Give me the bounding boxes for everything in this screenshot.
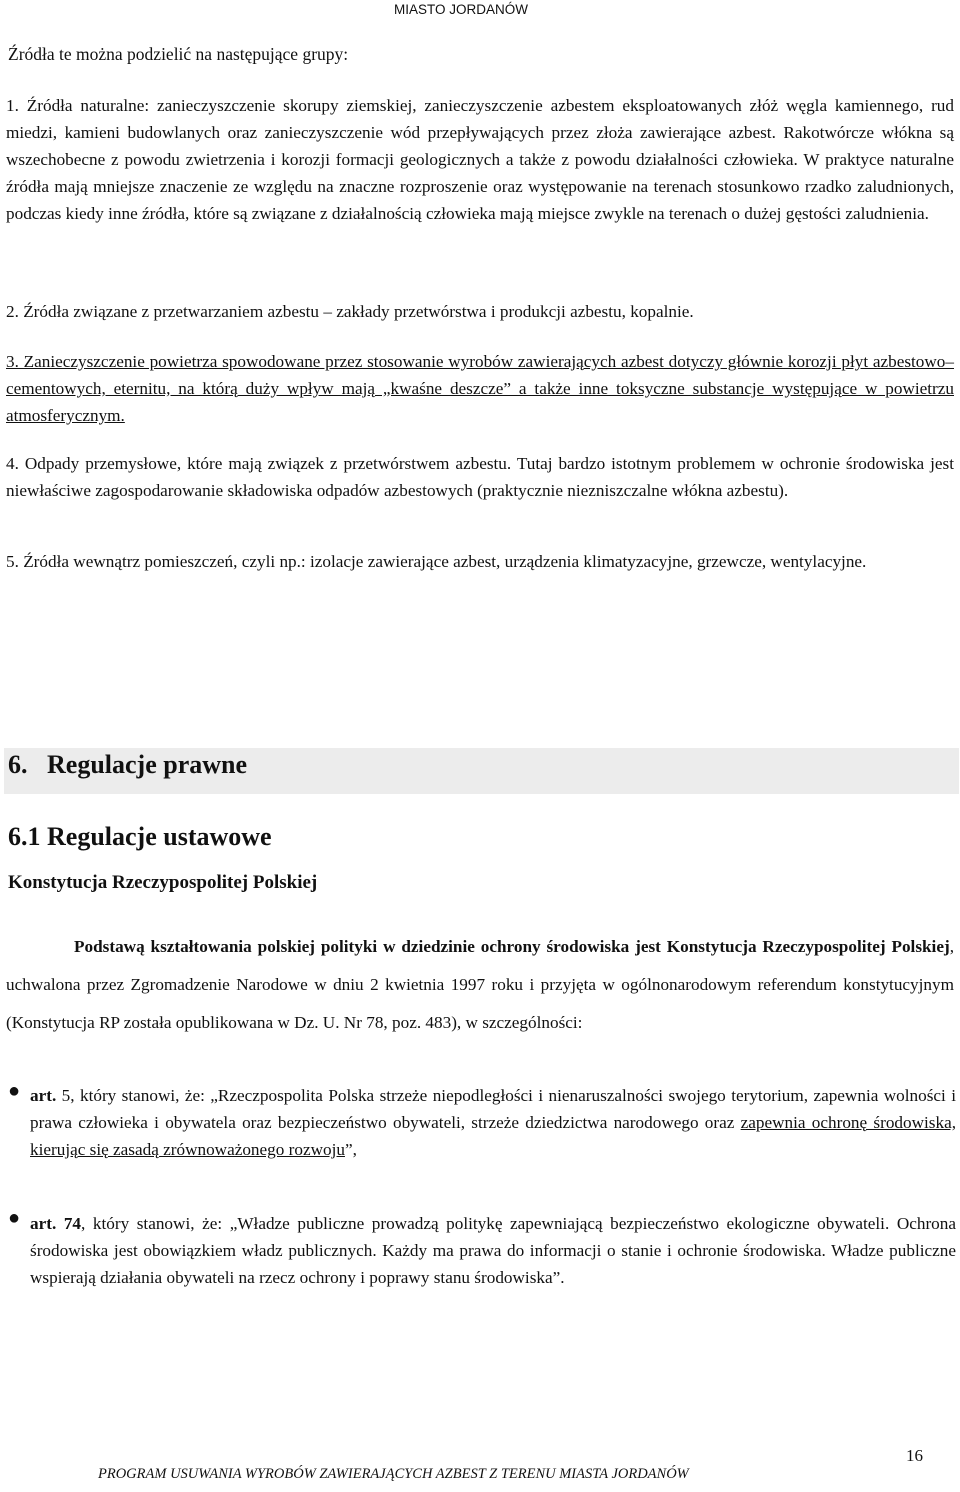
bullet-icon: ●	[8, 1207, 21, 1229]
article-5-text: , który stanowi, że: „Rzeczpospolita Polska strzeże niepodległości i nienaruszalności swojego terytorium, zapewnia wolności i prawa człowieka i obywatela oraz bezpieczeństwo obywateli, strzeże dziedzictwa narodowego oraz	[30, 1086, 957, 1132]
constitution-paragraph-body	[6, 928, 954, 1042]
bullet-icon: ●	[8, 1080, 21, 1102]
article-5-number: 5	[61, 1086, 71, 1105]
constitution-lead-bold: Podstawą kształtowania polskiej polityki w dziedzinie ochrony środowiska jest Konstytucja Rzeczypospolitej Polskiej	[74, 937, 950, 956]
article-5-label: art.	[30, 1086, 57, 1105]
group-3-air-pollution: 3. Zanieczyszczenie powietrza spowodowane przez stosowanie wyrobów zawierających azbest dotyczy głównie korozji płyt azbestowo– cementowych, eternitu, na którą duży wpływ mają „kwaśne deszcze” a także inne toksyczne substancje występujące w powietrzu atmosferycznym.	[6, 352, 954, 425]
page-number: 16	[906, 1446, 923, 1465]
constitution-heading: Konstytucja Rzeczypospolitej Polskiej	[8, 872, 318, 893]
article-5	[30, 1082, 956, 1163]
constitution-paragraph	[6, 928, 954, 1042]
article-5-end: ”,	[344, 1140, 357, 1159]
running-footer: PROGRAM USUWANIA WYROBÓW ZAWIERAJĄCYCH AZBEST Z TERENU MIASTA JORDANÓW	[98, 1466, 689, 1482]
article-74-label: art.	[30, 1214, 57, 1233]
group-5-indoor-sources: 5. Źródła wewnątrz pomieszczeń, czyli np.: izolacje zawierające azbest, urządzenia klimatyzacyjne, grzewcze, wentylacyjne.	[6, 552, 867, 571]
article-74-number: 74	[63, 1214, 82, 1233]
group-4-industrial-waste: 4. Odpady przemysłowe, które mają związek z przetwórstwem azbestu. Tutaj bardzo istotnym problemem w ochronie środowiska jest niewłaściwe zagospodarowanie składowiska odpadów azbestowych (praktycznie niezniszczalne włókna azbestu).	[6, 454, 954, 500]
article-74-text: , który stanowi, że: „Władze publiczne prowadzą politykę zapewniającą bezpieczeństwo ekologiczne obywateli. Ochrona środowiska jest obowiązkiem władz publicznych. Każdy ma prawa do informacji o stanie i ochronie środowiska. Władze publiczne wspierają działania obywateli na rzecz ochrony i poprawy stanu środowiska”.	[30, 1214, 956, 1287]
constitution-rest: , uchwalona przez Zgromadzenie Narodowe w dniu 2 kwietnia 1997 roku i przyjęta w ogólnonarodowym referendum konstytucyjnym (Konstytucja RP została opublikowana w Dz. U. Nr 78, poz. 483), w szczególności:	[6, 937, 954, 1032]
section-6-heading: 6. Regulacje prawne	[8, 750, 248, 779]
running-header: MIASTO JORDANÓW	[393, 2, 528, 17]
section-6-1-heading: 6.1 Regulacje ustawowe	[8, 822, 272, 851]
group-2-processing-sources: 2. Źródła związane z przetwarzaniem azbestu – zakłady przetwórstwa i produkcji azbestu, kopalnie.	[6, 302, 694, 321]
group-1-natural-sources: 1. Źródła naturalne: zanieczyszczenie skorupy ziemskiej, zanieczyszczenie azbestem eksploatowanych złóż węgla kamiennego, rud miedzi, kamieni budowlanych oraz zanieczyszczenie wód przepływających przez złoża zawierające azbest. Rakotwórcze włókna są wszechobecne z powodu zwietrzenia i korozji formacji geologicznych a także z powodu działalności człowieka. W praktyce naturalne źródła mają mniejsze znaczenie ze względu na znaczne rozproszenie oraz występowanie na terenach stosunkowo rzadko zaludnionych, podczas kiedy inne źródła, które są związane z działalnością człowieka mają miejsce zwykle na terenach o dużej gęstości zaludnienia.	[6, 96, 954, 223]
article-74	[30, 1210, 956, 1291]
intro-sentence: Źródła te można podzielić na następujące grupy:	[8, 44, 349, 64]
article-5-underlined: zapewnia ochronę środowiska, kierując się zasadą zrównoważonego rozwoju	[30, 1113, 956, 1159]
